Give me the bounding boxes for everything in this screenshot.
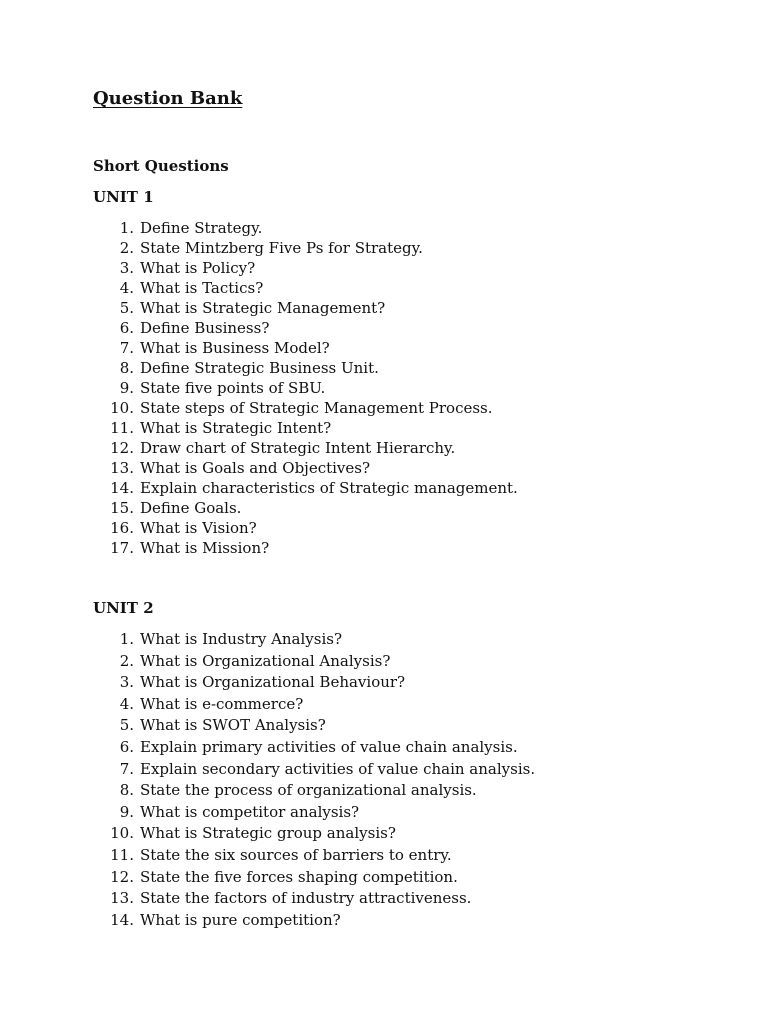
question-text: Define Strategic Business Unit.: [140, 359, 379, 377]
question-number: 15.: [110, 499, 134, 517]
question-text: Draw chart of Strategic Intent Hierarchy.: [140, 439, 456, 457]
question-number: 6.: [119, 737, 134, 756]
question-number: 10.: [110, 824, 134, 843]
question-text: Explain primary activities of value chain analysis.: [140, 737, 518, 756]
question-number: 3.: [119, 673, 134, 692]
question-number: 14.: [110, 479, 134, 497]
question-text: State the six sources of barriers to entry.: [140, 845, 452, 864]
question-number: 1.: [119, 630, 134, 648]
question-number: 9.: [119, 802, 134, 821]
question-number: 9.: [119, 379, 134, 397]
question-number: 3.: [119, 259, 134, 277]
question-number: 2.: [119, 651, 134, 670]
question-text: What is Mission?: [140, 539, 270, 557]
question-text: Define Goals.: [140, 499, 242, 517]
question-text: State five points of SBU.: [140, 379, 326, 397]
question-number: 6.: [119, 319, 134, 337]
document-title: Question Bank: [93, 88, 243, 109]
question-text: Define Strategy.: [140, 219, 263, 237]
question-text: Explain characteristics of Strategic management.: [140, 479, 518, 497]
question-text: What is SWOT Analysis?: [140, 716, 326, 735]
question-text: What is Tactics?: [140, 279, 264, 297]
question-text: What is Strategic group analysis?: [140, 824, 396, 843]
question-text: What is Goals and Objectives?: [140, 459, 371, 477]
question-number: 4.: [119, 279, 134, 297]
question-text: What is Strategic Management?: [140, 299, 386, 317]
question-text: What is Business Model?: [140, 339, 330, 357]
question-number: 5.: [119, 299, 134, 317]
question-number: 11.: [110, 419, 134, 437]
question-number: 5.: [119, 716, 134, 735]
question-number: 4.: [119, 694, 134, 713]
question-number: 12.: [110, 867, 134, 886]
section-heading-short-questions: Short Questions: [93, 157, 229, 175]
question-text: What is e-commerce?: [140, 694, 304, 713]
question-text: Explain secondary activities of value chain analysis.: [140, 759, 536, 778]
question-number: 13.: [110, 459, 134, 477]
question-number: 14.: [110, 910, 134, 929]
question-text: What is Strategic Intent?: [140, 419, 332, 437]
question-number: 7.: [119, 759, 134, 778]
unit-1-heading: UNIT 1: [93, 188, 154, 206]
question-number: 8.: [119, 359, 134, 377]
question-number: 7.: [119, 339, 134, 357]
question-number: 2.: [119, 239, 134, 257]
unit-2-heading: UNIT 2: [93, 599, 154, 617]
question-text: State the process of organizational analysis.: [140, 781, 477, 800]
question-text: State Mintzberg Five Ps for Strategy.: [140, 239, 423, 257]
question-number: 1.: [119, 219, 134, 237]
question-text: What is Vision?: [140, 519, 257, 537]
question-text: What is Policy?: [140, 259, 256, 277]
question-number: 16.: [110, 519, 134, 537]
question-text: What is competitor analysis?: [140, 802, 360, 821]
question-number: 13.: [110, 889, 134, 908]
question-number: 12.: [110, 439, 134, 457]
question-text: State the factors of industry attractiveness.: [140, 889, 472, 908]
question-number: 17.: [110, 539, 134, 557]
question-text: State steps of Strategic Management Process.: [140, 399, 493, 417]
question-text: Define Business?: [140, 319, 270, 337]
question-number: 11.: [110, 845, 134, 864]
question-number: 10.: [110, 399, 134, 417]
question-text: What is Organizational Behaviour?: [140, 673, 406, 692]
question-text: What is Organizational Analysis?: [140, 651, 391, 670]
question-text: What is pure competition?: [140, 910, 341, 929]
question-number: 8.: [119, 781, 134, 800]
question-text: What is Industry Analysis?: [140, 630, 343, 648]
question-text: State the five forces shaping competition.: [140, 867, 458, 886]
